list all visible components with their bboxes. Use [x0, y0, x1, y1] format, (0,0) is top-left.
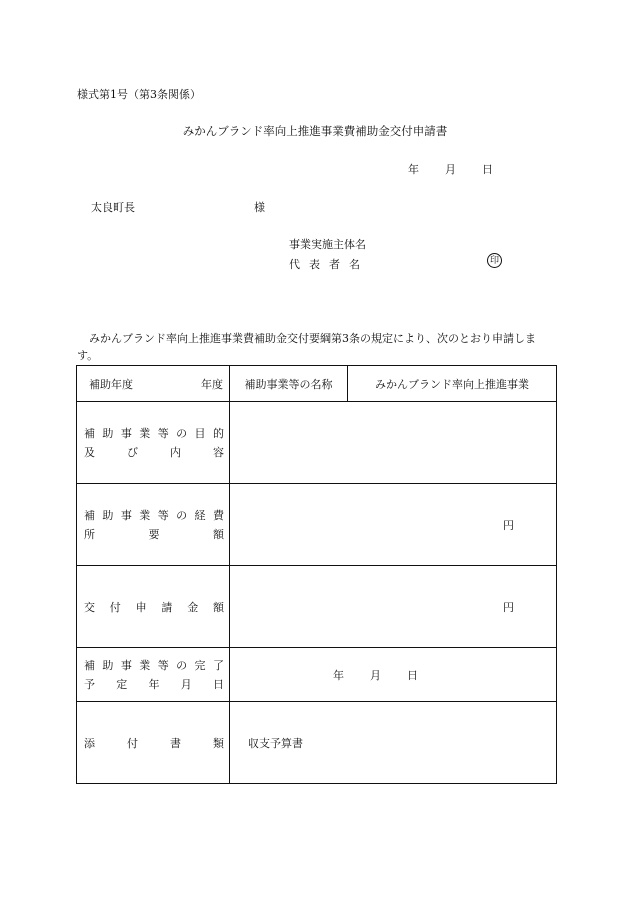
fiscal-year-label: 補助年度	[89, 377, 133, 391]
grant-field[interactable]: 円	[230, 566, 557, 648]
applicant-entity-label: 事業実施主体名	[289, 238, 366, 251]
completion-date-field[interactable]	[230, 648, 557, 702]
form-number: 様式第1号（第3条関係）	[77, 88, 201, 101]
table-row	[77, 702, 557, 784]
addressee: 太良町長	[91, 201, 135, 214]
completion-month: 月	[370, 668, 381, 682]
table-row	[77, 484, 557, 566]
application-table	[76, 365, 557, 784]
table-row	[77, 366, 557, 402]
date-year-label: 年	[408, 163, 419, 176]
purpose-label-line2: 及 び 内 容	[84, 446, 224, 459]
date-day-label: 日	[482, 163, 493, 176]
cost-label-cell	[77, 484, 230, 566]
document-title: みかんブランド率向上推進事業費補助金交付申請書	[182, 124, 448, 138]
completion-day: 日	[407, 668, 418, 682]
completion-label-line1: 補 助 事 業 等 の 完 了	[84, 659, 224, 672]
attachments-label-cell	[77, 702, 230, 784]
attachments-field[interactable]: 収支予算書	[230, 702, 557, 784]
grant-label-cell	[77, 566, 230, 648]
cost-label-line2: 所 要 額	[84, 528, 224, 541]
seal-mark: 印	[487, 253, 502, 268]
completion-label-line2: 予 定 年 月 日	[84, 678, 224, 691]
date-month-label: 月	[445, 163, 456, 176]
grant-label: 交 付 申 請 金 額	[84, 600, 224, 614]
cost-field[interactable]: 円	[230, 484, 557, 566]
table-row	[77, 402, 557, 484]
table-row	[77, 566, 557, 648]
purpose-label-line1: 補 助 事 業 等 の 目 的	[84, 427, 224, 440]
fiscal-year-cell	[77, 366, 230, 402]
cost-label-line1: 補 助 事 業 等 の 経 費	[84, 509, 224, 522]
completion-label-cell	[77, 648, 230, 702]
table-row	[77, 648, 557, 702]
completion-year: 年	[333, 668, 344, 682]
project-name-value: みかんブランド率向上推進事業	[348, 366, 557, 402]
project-name-label: 補助事業等の名称	[230, 366, 348, 402]
purpose-field[interactable]	[230, 402, 557, 484]
fiscal-year-unit: 年度	[201, 377, 223, 391]
honorific: 様	[254, 201, 265, 214]
attachments-label: 添 付 書 類	[84, 736, 224, 750]
representative-label: 代表者名	[289, 258, 369, 271]
purpose-label-cell	[77, 402, 230, 484]
body-text: みかんブランド率向上推進事業費補助金交付要綱第3条の規定により、次のとおり申請します。	[77, 332, 536, 362]
